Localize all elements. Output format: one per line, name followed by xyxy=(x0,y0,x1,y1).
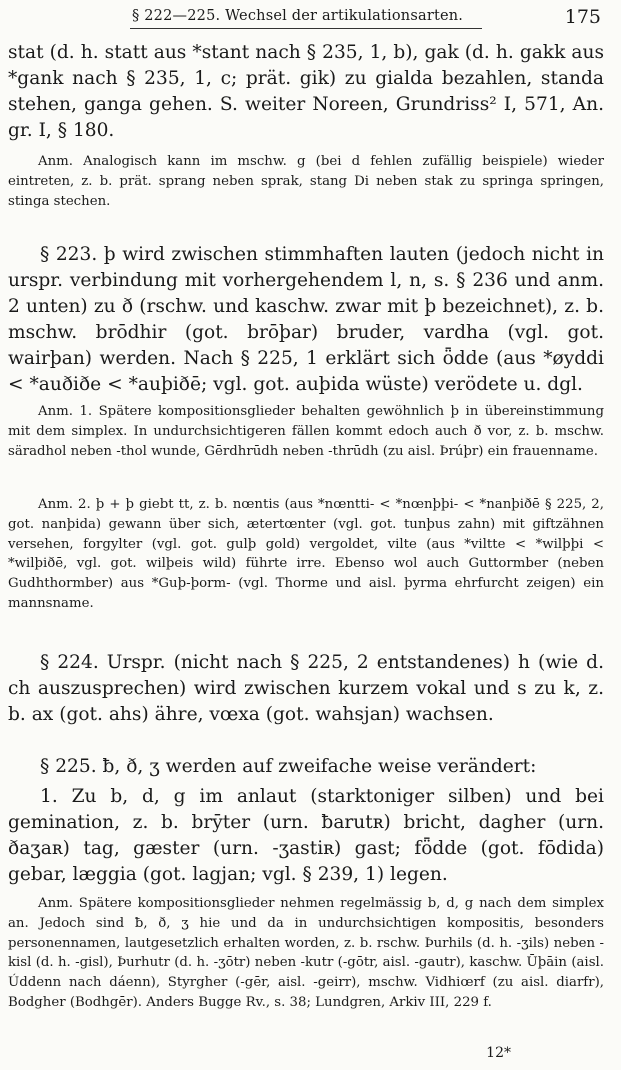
note-text: Anm. 2. þ + þ giebt tt, z. b. nœntis (aus *nœntti- < *nœnþþi- < *nanþiðē § 225, 2, got. nanþida) gewann über sich, ætertœnter (vgl. got. tunþus zahn) mit giftzähnen versehen, forgylter (vgl. got. gulþ gold) vergoldet, vilte (aus *viltte < *wilþþi < *wilþiðē, vgl. got. wilþeis wild) führte irre. Ebenso wol auch Guttormber (neben Gudhthormber) aus *Guþ-þorm- (vgl. Thorme und aisl. þyrma ehrfurcht zeigen) ein mannsname. xyxy=(8,497,604,611)
note-222-anm xyxy=(8,152,604,211)
section-224 xyxy=(8,650,604,728)
paragraph-text: stat (d. h. statt aus *stant nach § 235, 1, b), gak (d. h. gakk aus *gank nach § 235, 1, c; prät. gik) zu gialda bezahlen, standa stehen, ganga gehen. S. weiter Noreen, Grundriss² I, 571, An. gr. I, § 180. xyxy=(8,42,604,141)
note-225-anm xyxy=(8,894,604,1013)
item-text: 1. Zu b, d, g im anlaut (starktoniger silben) und bei gemination, z. b. brȳter (urn. ƀarutʀ) bricht, dagher (urn. ðaʒaʀ) tag, gæster (urn. -ʒastiʀ) gast; fȫdde (got. fōdida) gebar, læggia (got. lagjan; vgl. § 239, 1) legen. xyxy=(8,786,604,885)
page-header xyxy=(0,6,621,30)
section-225 xyxy=(8,754,604,780)
section-text: § 223. þ wird zwischen stimmhaften lauten (jedoch nicht in urspr. verbindung mit vorhergehendem l, n, s. § 236 und anm. 2 unten) zu ð (rschw. und kaschw. zwar mit þ bezeichnet), z. b. mschw. brōdhir (got. brōþar) bruder, vardha (vgl. got. wairþan) werden. Nach § 225, 1 erklärt sich ȫdde (aus *øyddi < *auðiðe < *auþiðē; vgl. got. auþida wüste) verödete u. dgl. xyxy=(8,244,604,395)
note-text: Anm. Analogisch kann im mschw. g (bei d fehlen zufällig beispiele) wieder eintreten, z. b. prät. sprang neben sprak, stang Di neben stak zu springa springen, stinga stechen. xyxy=(8,154,604,209)
paragraph-continuation xyxy=(8,40,604,144)
note-text: Anm. 1. Spätere kompositionsglieder behalten gewöhnlich þ in übereinstimmung mit dem simplex. In undurchsichtigeren fällen kommt edoch auch ð vor, z. b. mschw. säradhol neben -thol wunde, Gērdhrūdh neben -thrūdh (zu aisl. Þrúþr) ein frauenname. xyxy=(8,404,604,459)
signature-mark: 12* xyxy=(486,1045,511,1061)
page-number: 175 xyxy=(564,6,601,28)
section-text: § 224. Urspr. (nicht nach § 225, 2 entstandenes) h (wie d. ch auszusprechen) wird zwischen kurzem vokal und s zu k, z. b. ax (got. ahs) ähre, vœxa (got. wahsjan) wachsen. xyxy=(8,652,604,725)
section-223 xyxy=(8,242,604,398)
header-rule xyxy=(130,28,482,29)
note-223-anm-1 xyxy=(8,402,604,461)
section-text: § 225. ƀ, ð, ʒ werden auf zweifache weise verändert: xyxy=(40,756,537,777)
note-223-anm-2 xyxy=(8,495,604,614)
running-title: § 222—225. Wechsel der artikulationsarten. xyxy=(132,8,464,24)
section-225-item-1 xyxy=(8,784,604,888)
note-text: Anm. Spätere kompositionsglieder nehmen regelmässig b, d, g nach dem simplex an. Jedoch sind ƀ, ð, ʒ hie und da in undurchsichtigen kompositis, besonders personennamen, lautgesetzlich erhalten worden, z. b. rschw. Þurhils (d. h. -ʒils) neben -kisl (d. h. -gisl), Þurhutr (d. h. -ʒōtr) neben -kutr (-gōtr, aisl. -gautr), kaschw. Ūþāin (aisl. Úddenn nach dáenn), Styrgher (-gēr, aisl. -geirr), mschw. Vidhiœrf (zu aisl. diarfr), Bodgher (Bodhgēr). Anders Bugge Rv., s. 38; Lundgren, Arkiv III, 229 f. xyxy=(8,896,604,1010)
